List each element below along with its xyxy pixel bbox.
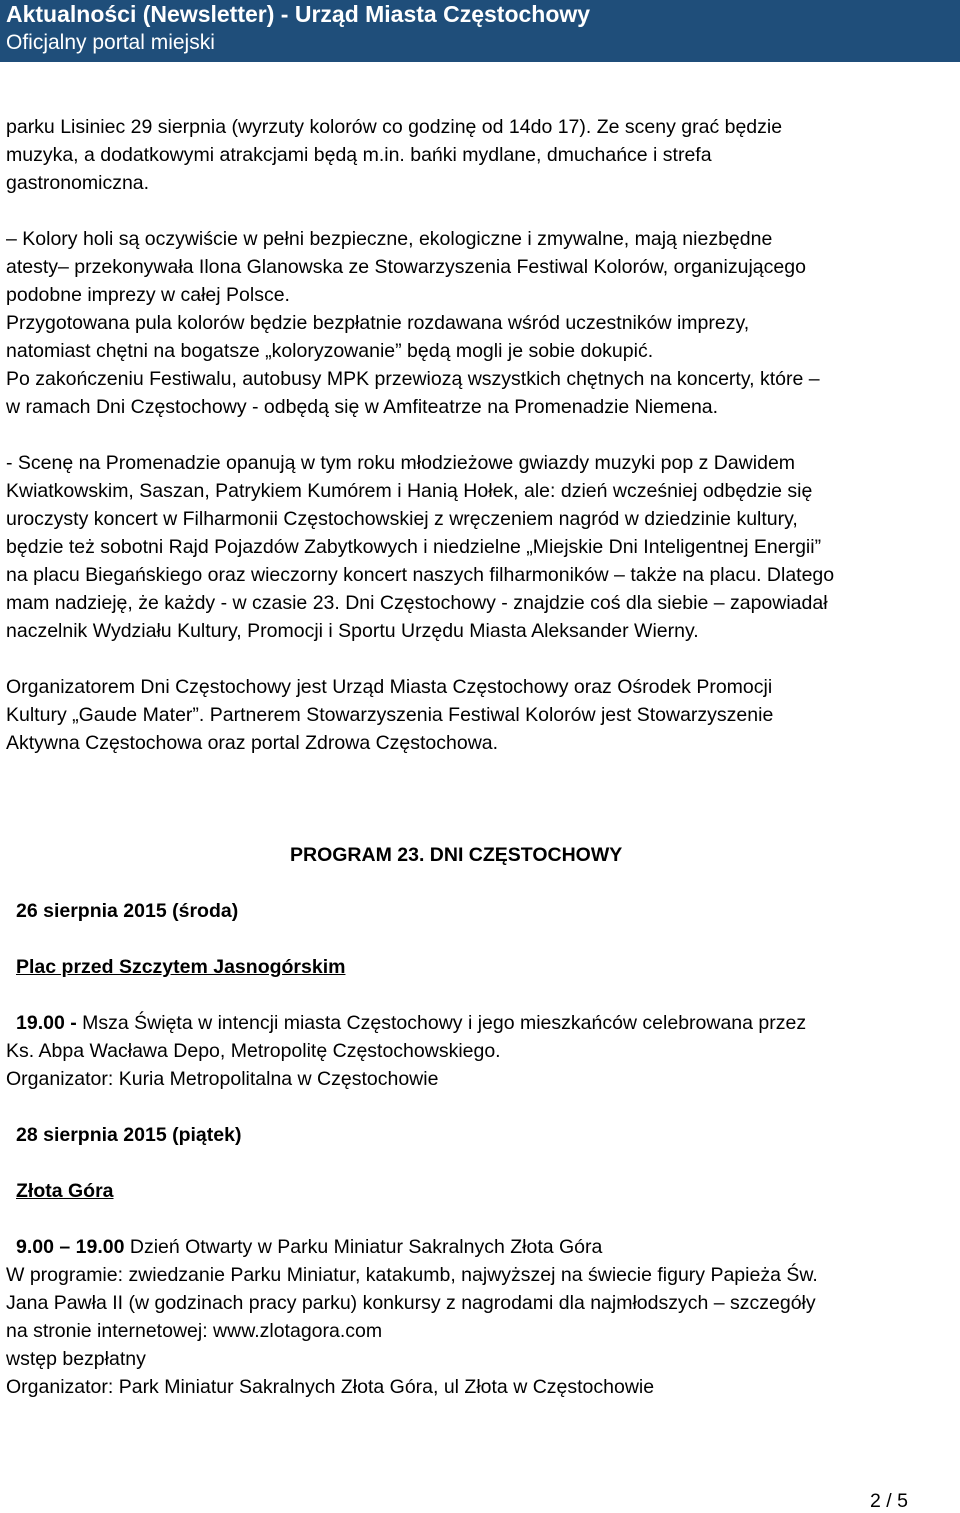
- day-date: 26 sierpnia 2015 (środa): [16, 900, 239, 922]
- text-line: Organizator: Kuria Metropolitalna w Częstochowie: [6, 1068, 439, 1090]
- day-date: 28 sierpnia 2015 (piątek): [16, 1124, 242, 1146]
- text-line: W programie: zwiedzanie Parku Miniatur, katakumb, najwyższej na świecie figury Papieża Św.: [6, 1264, 818, 1286]
- program-heading: PROGRAM 23. DNI CZĘSTOCHOWY: [290, 844, 623, 866]
- text-line: będzie też sobotni Rajd Pojazdów Zabytkowych i niedzielne „Miejskie Dni Inteligentnej Energii”: [6, 536, 822, 558]
- text-line: atesty– przekonywała Ilona Glanowska ze Stowarzyszenia Festiwal Kolorów, organizującego: [6, 256, 806, 278]
- text-line: - Scenę na Promenadzie opanują w tym roku młodzieżowe gwiazdy muzyki pop z Dawidem: [6, 452, 796, 474]
- text-line: Kwiatkowskim, Saszan, Patrykiem Kumórem i Hanią Hołek, ale: dzień wcześniej odbędzie się: [6, 480, 813, 502]
- text-line: uroczysty koncert w Filharmonii Częstochowskiej z wręczeniem nagród w dziedzinie kultury,: [6, 508, 798, 530]
- text-line: Po zakończeniu Festiwalu, autobusy MPK przewiozą wszystkich chętnych na koncerty, które –: [6, 368, 820, 390]
- event-time: 9.00 – 19.00: [16, 1236, 125, 1258]
- text-line: Ks. Abpa Wacława Depo, Metropolitę Częstochowskiego.: [6, 1040, 501, 1062]
- text-line: gastronomiczna.: [6, 172, 150, 194]
- page-number: 2 / 5: [870, 1490, 908, 1512]
- text-line: wstęp bezpłatny: [6, 1348, 146, 1370]
- text-line: Aktywna Częstochowa oraz portal Zdrowa Częstochowa.: [6, 732, 499, 754]
- page-header: [0, 0, 960, 62]
- text-line: muzyka, a dodatkowymi atrakcjami będą m.in. bańki mydlane, dmuchańce i strefa: [6, 144, 712, 166]
- text-line: na placu Biegańskiego oraz wieczorny koncert naszych filharmoników – także na placu. Dlatego: [6, 564, 835, 586]
- text-line: naczelnik Wydziału Kultury, Promocji i Sportu Urzędu Miasta Aleksander Wierny.: [6, 620, 699, 642]
- text-line: podobne imprezy w całej Polsce.: [6, 284, 290, 306]
- text-line: mam nadzieję, że każdy - w czasie 23. Dni Częstochowy - znajdzie coś dla siebie – zapowiadał: [6, 592, 828, 614]
- event-time: 19.00 -: [16, 1012, 77, 1034]
- text-line: Jana Pawła II (w godzinach pracy parku) konkursy z nagrodami dla najmłodszych – szczegóły: [6, 1292, 816, 1314]
- event-description: Msza Święta w intencji miasta Częstochowy i jego mieszkańców celebrowana przez: [76, 1012, 807, 1034]
- text-line: Przygotowana pula kolorów będzie bezpłatnie rozdawana wśród uczestników imprezy,: [6, 312, 750, 334]
- text-line: parku Lisiniec 29 sierpnia (wyrzuty kolorów co godzinę od 14do 17). Ze sceny grać będzie: [6, 116, 783, 138]
- event-line: [16, 1233, 602, 1261]
- event-line: [16, 1009, 806, 1037]
- site-subtitle: Oficjalny portal miejski: [6, 31, 215, 54]
- text-line: Organizatorem Dni Częstochowy jest Urząd Miasta Częstochowy oraz Ośrodek Promocji: [6, 676, 773, 698]
- text-line: Organizator: Park Miniatur Sakralnych Złota Góra, ul Złota w Częstochowie: [6, 1376, 655, 1398]
- text-line: na stronie internetowej: www.zlotagora.com: [6, 1320, 383, 1342]
- site-title: Aktualności (Newsletter) - Urząd Miasta Częstochowy: [6, 1, 591, 27]
- text-line: natomiast chętni na bogatsze „koloryzowanie” będą mogli je sobie dokupić.: [6, 340, 654, 362]
- text-line: – Kolory holi są oczywiście w pełni bezpieczne, ekologiczne i zmywalne, mają niezbędne: [6, 228, 773, 250]
- venue-heading: Złota Góra: [16, 1180, 114, 1202]
- text-line: w ramach Dni Częstochowy - odbędą się w Amfiteatrze na Promenadzie Niemena.: [6, 396, 719, 418]
- venue-heading: Plac przed Szczytem Jasnogórskim: [16, 956, 346, 978]
- text-line: Kultury „Gaude Mater”. Partnerem Stowarzyszenia Festiwal Kolorów jest Stowarzyszenie: [6, 704, 774, 726]
- event-description: Dzień Otwarty w Parku Miniatur Sakralnych Złota Góra: [124, 1236, 603, 1258]
